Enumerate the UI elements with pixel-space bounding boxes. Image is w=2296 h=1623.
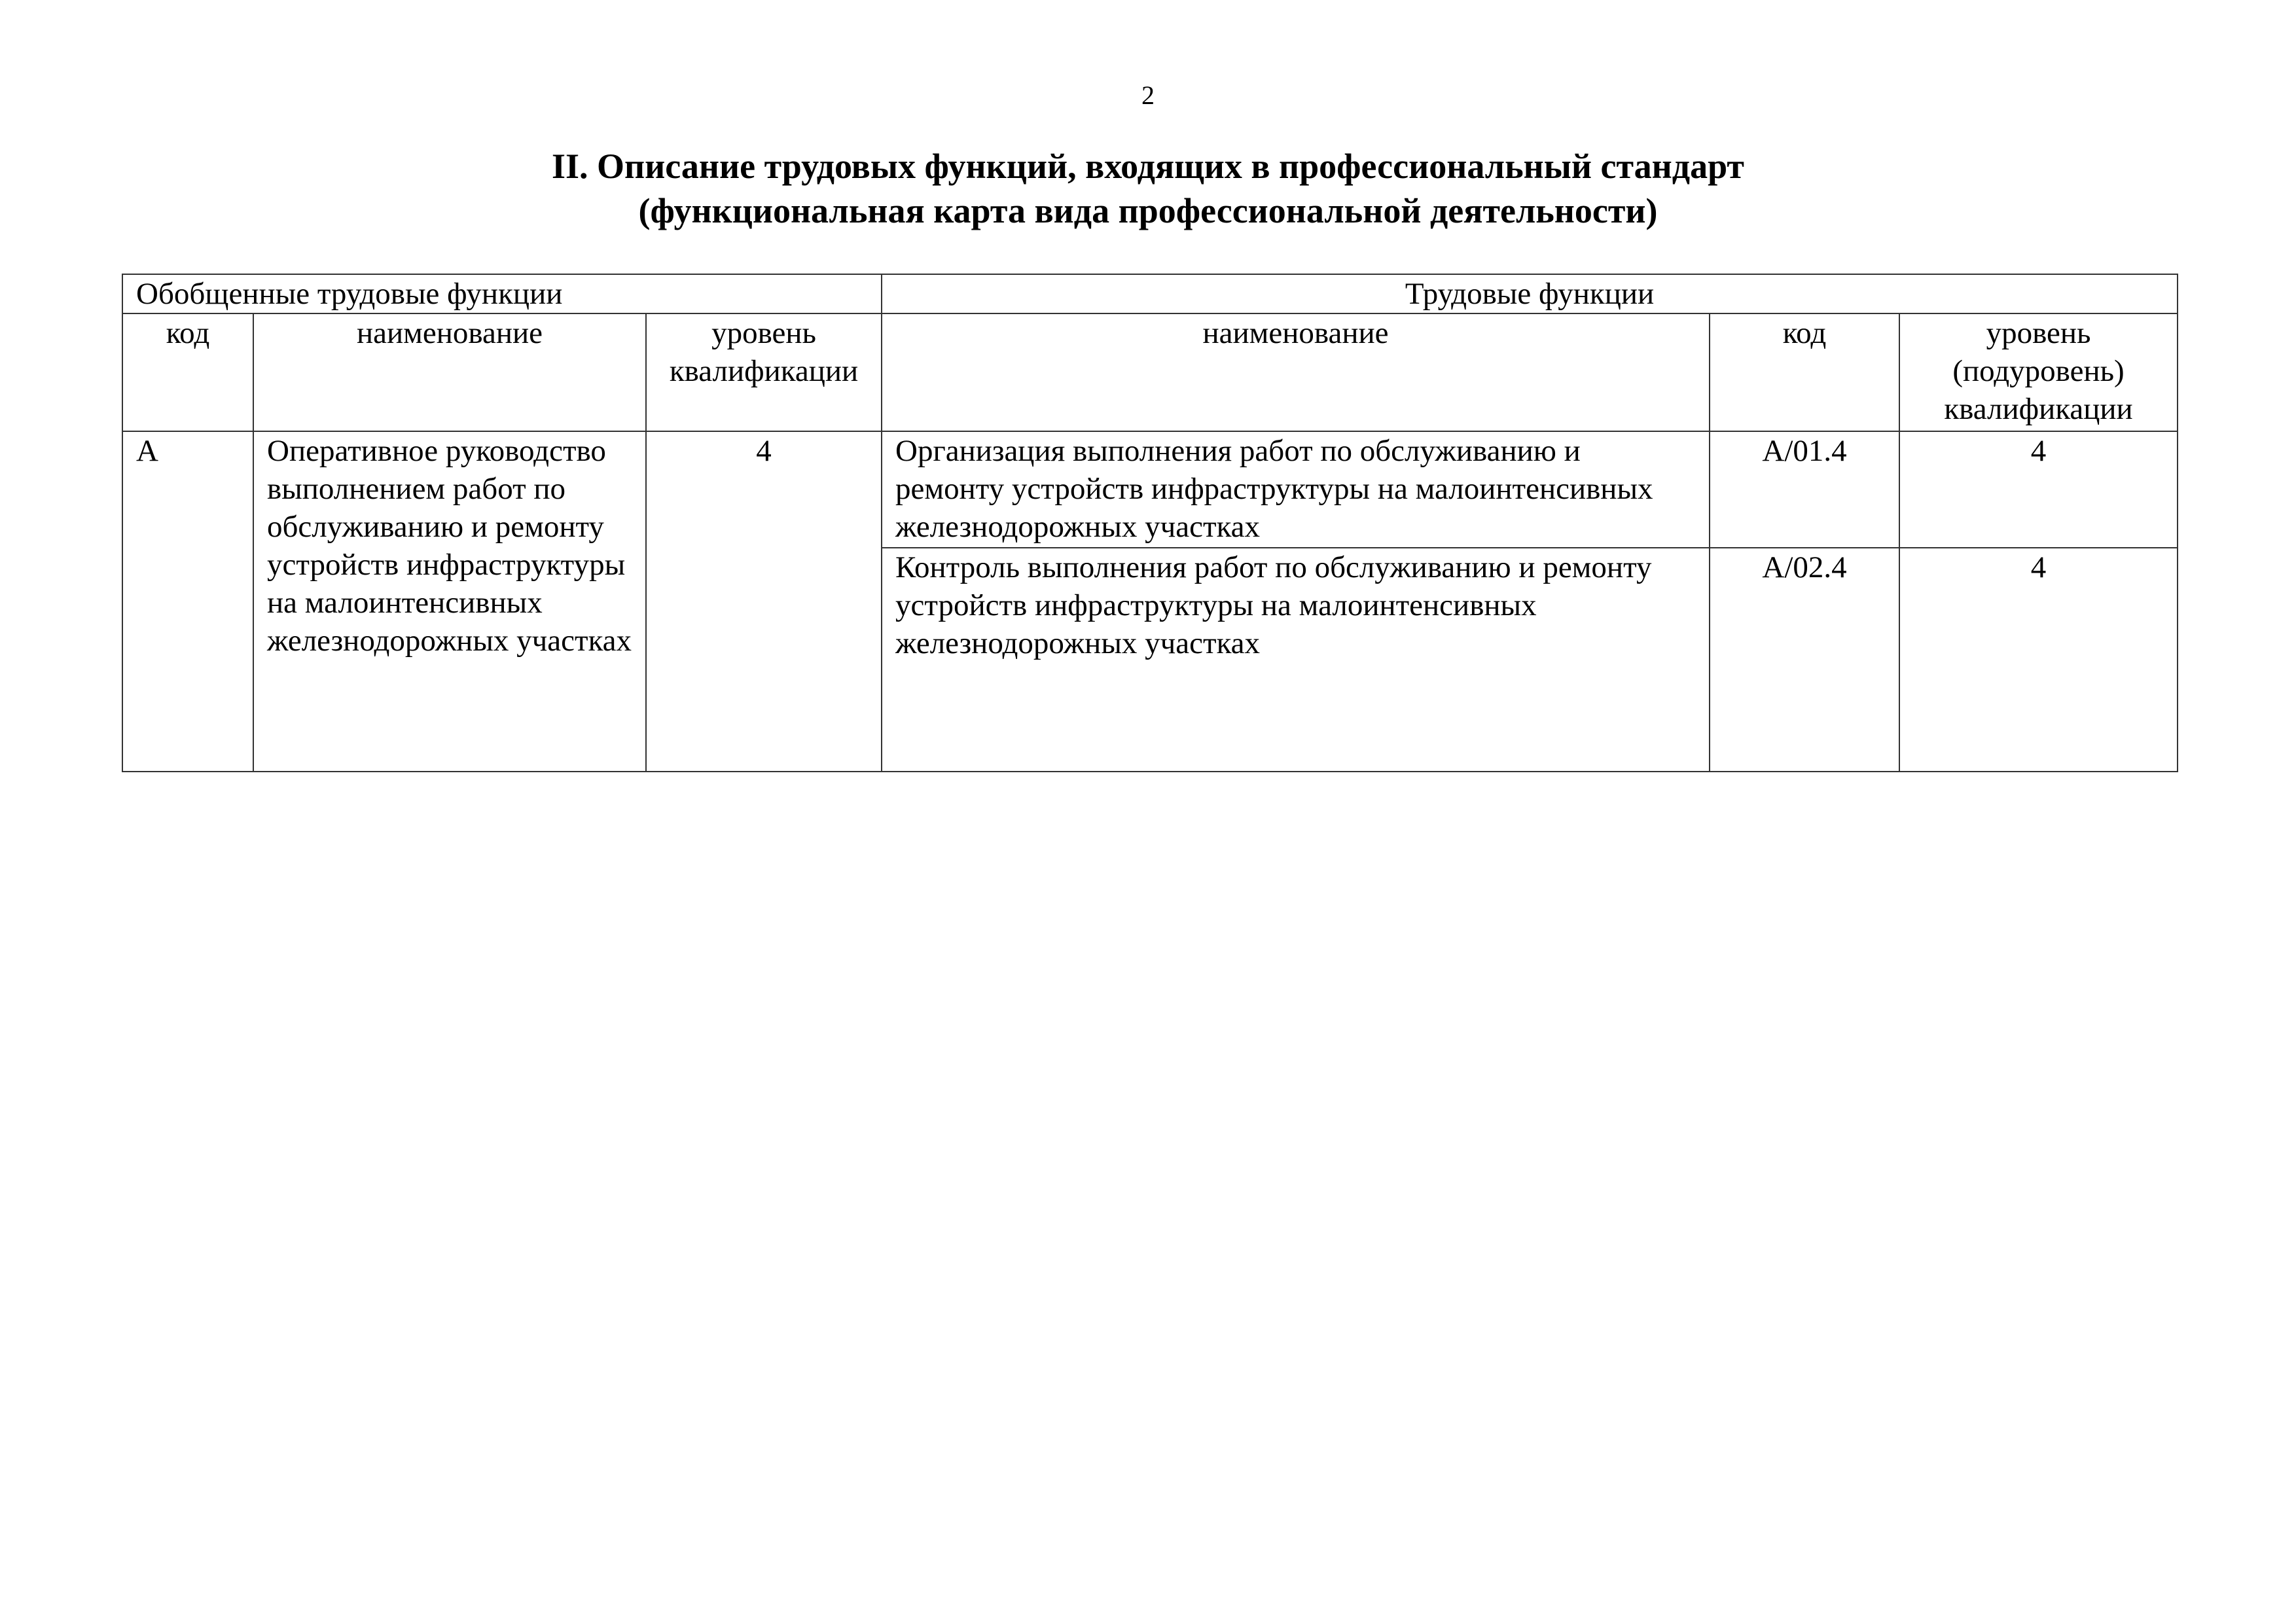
col-header-gen-level: уровень квалификации — [646, 313, 882, 431]
labor-function-name: Организация выполнения работ по обслуживанию и ремонту устройств инфраструктуры на малоинтенсивных железнодорожных участках — [882, 431, 1710, 548]
col-header-gen-code: код — [122, 313, 253, 431]
col-header-lf-name: наименование — [882, 313, 1710, 431]
labor-function-name: Контроль выполнения работ по обслуживанию и ремонту устройств инфраструктуры на малоинтенсивных железнодорожных участках — [882, 548, 1710, 772]
col-header-gen-name: наименование — [253, 313, 646, 431]
labor-function-code: А/02.4 — [1710, 548, 1899, 772]
group-header-labor: Трудовые функции — [882, 274, 2178, 313]
labor-function-code: А/01.4 — [1710, 431, 1899, 548]
section-title-line1: II. Описание трудовых функций, входящих в профессиональный стандарт — [552, 147, 1744, 186]
gen-function-code: А — [122, 431, 253, 772]
labor-function-level: 4 — [1899, 431, 2178, 548]
labor-function-level: 4 — [1899, 548, 2178, 772]
col-header-lf-level: уровень (подуровень) квалификации — [1899, 313, 2178, 431]
section-title — [0, 144, 2296, 233]
functional-map-table — [122, 274, 2178, 772]
section-title-line2: (функциональная карта вида профессиональной деятельности) — [638, 191, 1658, 230]
page-number: 2 — [1141, 80, 1155, 110]
gen-function-name: Оперативное руководство выполнением работ по обслуживанию и ремонту устройств инфраструктуры на малоинтенсивных железнодорожных участках — [253, 431, 646, 772]
column-header-row — [122, 313, 2178, 431]
group-header-generalized: Обобщенные трудовые функции — [122, 274, 882, 313]
col-header-lf-code: код — [1710, 313, 1899, 431]
group-header-row — [122, 274, 2178, 313]
gen-function-level: 4 — [646, 431, 882, 772]
table-row — [122, 431, 2178, 548]
